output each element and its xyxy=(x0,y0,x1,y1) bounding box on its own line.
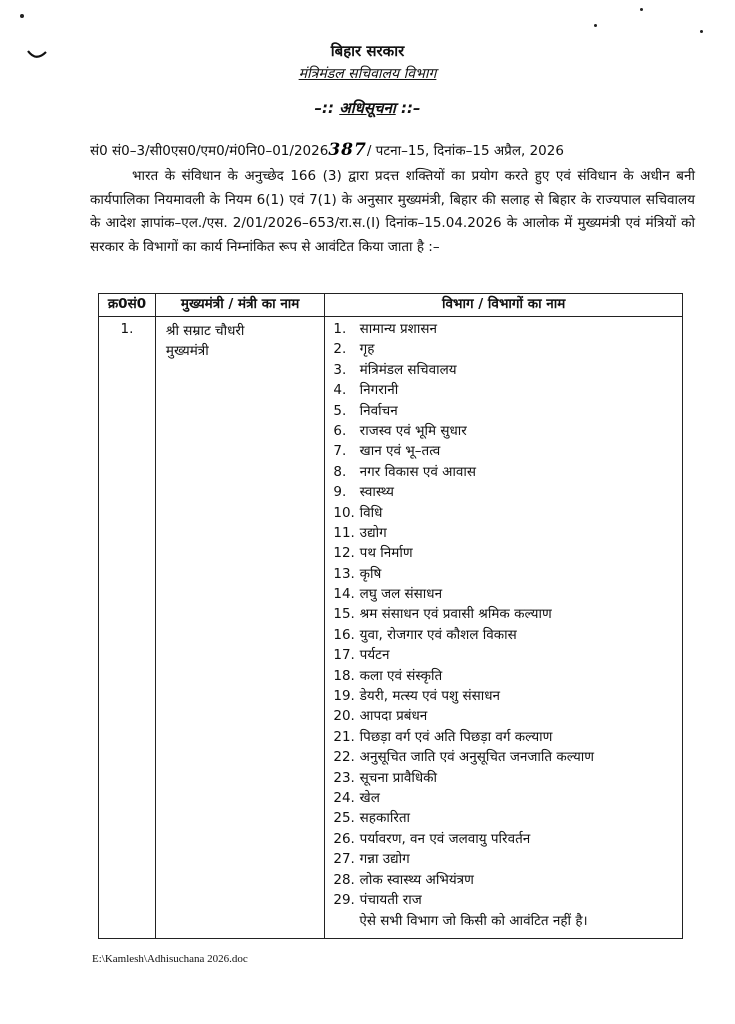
department-number: 24. xyxy=(333,789,355,806)
department-number: 2. xyxy=(333,341,347,358)
department-name: डेयरी, मत्स्य एवं पशु संसाधन xyxy=(359,688,501,705)
department-item xyxy=(333,380,682,400)
department-name: पर्यावरण, वन एवं जलवायु परिवर्तन xyxy=(359,830,531,847)
department-name: आपदा प्रबंधन xyxy=(359,708,428,725)
department-item xyxy=(333,421,682,441)
department-name: निर्वाचन xyxy=(359,402,398,419)
department-number: 11. xyxy=(333,524,355,541)
department-name: पिछड़ा वर्ग एवं अति पिछड़ा वर्ग कल्याण xyxy=(359,728,553,745)
row-departments xyxy=(325,317,683,939)
department-name: पर्यटन xyxy=(359,647,390,664)
department-name: स्वास्थ्य xyxy=(359,484,394,501)
department-name: अनुसूचित जाति एवं अनुसूचित जनजाति कल्याण xyxy=(359,749,595,766)
department-number: 10. xyxy=(333,504,355,521)
notification-heading xyxy=(0,98,735,118)
department-number: 26. xyxy=(333,830,355,847)
department-name: गृह xyxy=(359,341,375,358)
department-list xyxy=(333,319,682,910)
department-item xyxy=(333,360,682,380)
header-name: मुख्यमंत्री / मंत्री का नाम xyxy=(155,294,324,317)
department-name: सामान्य प्रशासन xyxy=(359,321,437,337)
department-item xyxy=(333,401,682,421)
scan-speck xyxy=(640,8,643,11)
header-serial: क्र0सं0 xyxy=(99,294,156,317)
scan-speck xyxy=(700,30,703,33)
department-item xyxy=(333,870,682,890)
department-name: लोक स्वास्थ्य अभियंत्रण xyxy=(359,871,474,888)
department-item xyxy=(333,849,682,869)
notification-suffix: ::– xyxy=(395,99,421,117)
department-name: सहकारिता xyxy=(359,810,411,827)
department-item xyxy=(333,584,682,604)
department-number: 7. xyxy=(333,443,347,460)
department-note: ऐसे सभी विभाग जो किसी को आवंटित नहीं है। xyxy=(359,913,588,930)
scan-speck xyxy=(20,14,24,18)
department-name: श्रम संसाधन एवं प्रवासी श्रमिक कल्याण xyxy=(359,606,552,623)
department-number: 27. xyxy=(333,851,355,868)
department-number: 22. xyxy=(333,749,355,766)
department-item xyxy=(333,645,682,665)
department-number: 4. xyxy=(333,382,347,399)
department-number: 13. xyxy=(333,565,355,582)
government-title: बिहार सरकार xyxy=(330,42,405,60)
body-paragraph xyxy=(90,165,695,259)
department-number: 17. xyxy=(333,647,355,664)
department-number: 9. xyxy=(333,484,347,501)
department-item xyxy=(333,482,682,502)
department-item xyxy=(333,666,682,686)
department-item xyxy=(333,829,682,849)
department-item xyxy=(333,604,682,624)
department-number: 14. xyxy=(333,586,355,603)
department-number: 1. xyxy=(333,321,347,337)
department-item xyxy=(333,441,682,461)
department-name: निगरानी xyxy=(359,382,399,399)
department-name: खेल xyxy=(359,789,380,806)
department-item xyxy=(333,462,682,482)
allocation-table xyxy=(98,293,683,939)
notification-title: अधिसूचना xyxy=(339,99,396,117)
department-number: 23. xyxy=(333,769,355,786)
department-item xyxy=(333,890,682,910)
department-name: पंचायती राज xyxy=(359,891,422,908)
department-number: 21. xyxy=(333,728,355,745)
department-item xyxy=(333,727,682,747)
department-number: 12. xyxy=(333,545,355,562)
department-item xyxy=(333,543,682,563)
department-number: 29. xyxy=(333,891,355,908)
department-item xyxy=(333,788,682,808)
row-minister xyxy=(155,317,324,939)
department-item xyxy=(333,747,682,767)
department-name: लघु जल संसाधन xyxy=(359,586,443,603)
department-number: 25. xyxy=(333,810,355,827)
department-item xyxy=(333,686,682,706)
department-name: मंत्रिमंडल सचिवालय xyxy=(359,361,457,378)
notification-prefix: –:: xyxy=(314,99,340,117)
department-name: नगर विकास एवं आवास xyxy=(359,463,477,480)
department-item xyxy=(333,768,682,788)
table-header-row xyxy=(99,294,683,317)
department-item xyxy=(333,319,682,339)
department-number: 6. xyxy=(333,422,347,439)
department-name: सूचना प्रावैधिकी xyxy=(359,769,437,786)
department-item xyxy=(333,339,682,359)
department-item xyxy=(333,706,682,726)
department-name: विधि xyxy=(359,504,383,521)
department-number: 19. xyxy=(333,688,355,705)
body-paragraph-text: भारत के संविधान के अनुच्छेद 166 (3) द्वारा प्रदत्त शक्तियों का प्रयोग करते हुए एवं संविधान के अधीन बनी कार्यपालिका नियमावली के नियम 6(1) एवं 7(1) के अनुसार मुख्यमंत्री, बिहार की सलाह से बिहार के राज्यपाल सचिवालय के आदेश ज्ञापांक–एल./एस. 2/01/2026–653/रा.स.(I) दिनांक–15.04.2026 के आलोक में मुख्यमंत्री एवं मंत्रियों को सरकार के विभागों का कार्य निम्नांकित रूप से आवंटित किया जाता है :– xyxy=(90,168,695,255)
department-item xyxy=(333,625,682,645)
department-name: युवा, रोजगार एवं कौशल विकास xyxy=(359,626,517,643)
department-name: गन्ना उद्योग xyxy=(359,851,410,868)
department-item xyxy=(333,523,682,543)
department-name: कृषि xyxy=(359,565,382,582)
department-number: 20. xyxy=(333,708,355,725)
table-row xyxy=(99,317,683,939)
department-number: 5. xyxy=(333,402,347,419)
department-name: पथ निर्माण xyxy=(359,545,413,562)
reference-line xyxy=(90,140,700,160)
minister-designation: मुख्यमंत्री xyxy=(165,343,209,359)
department-name: उद्योग xyxy=(359,524,387,541)
file-path-footer: E:\Kamlesh\Adhisuchana 2026.doc xyxy=(92,953,248,965)
header-departments: विभाग / विभागों का नाम xyxy=(325,294,683,317)
handwritten-number: 387 xyxy=(328,140,367,160)
minister-name: श्री सम्राट चौधरी xyxy=(165,323,245,339)
scan-speck xyxy=(594,24,597,27)
department-name: राजस्व एवं भूमि सुधार xyxy=(359,422,467,439)
row-serial: 1. xyxy=(99,317,156,939)
place-date: / पटना–15, दिनांक–15 अप्रैल, 2026 xyxy=(366,143,564,159)
department-number: 28. xyxy=(333,871,355,888)
department-item xyxy=(333,564,682,584)
department-number: 16. xyxy=(333,626,355,643)
department-number: 18. xyxy=(333,667,355,684)
reference-number: सं0 सं0–3/सी0एस0/एम0/मं0नि0–01/2026 xyxy=(90,143,329,159)
department-item xyxy=(333,808,682,828)
department-number: 3. xyxy=(333,361,347,378)
department-item xyxy=(333,503,682,523)
department-name: खान एवं भू–तत्व xyxy=(359,443,441,460)
department-title: मंत्रिमंडल सचिवालय विभाग xyxy=(298,66,437,82)
department-name: कला एवं संस्कृति xyxy=(359,667,443,684)
department-number: 15. xyxy=(333,606,355,623)
department-number: 8. xyxy=(333,463,347,480)
